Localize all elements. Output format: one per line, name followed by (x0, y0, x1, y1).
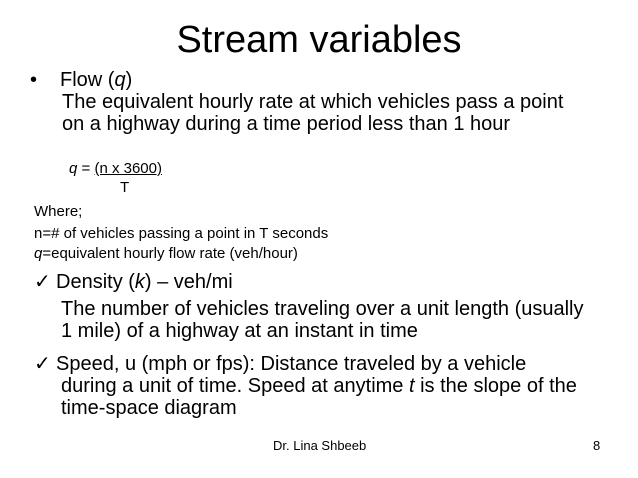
density-bullet-heading (34, 271, 233, 293)
speed-line-2 (61, 375, 577, 397)
density-description-line-2: 1 mile) of a highway at an instant in time (61, 320, 418, 342)
flow-bullet-heading (30, 69, 132, 91)
flow-description-line-1: The equivalent hourly rate at which vehicles pass a point (62, 91, 564, 113)
flow-formula (69, 160, 162, 178)
formula-numerator: (n x 3600) (94, 160, 162, 177)
where-line-2-var: q (34, 245, 43, 262)
slide-title: Stream variables (176, 19, 462, 61)
checkmark-icon: ✓ (34, 271, 51, 293)
speed-line-2-post: is the slope of the (414, 375, 577, 397)
density-label-pre: Density ( (56, 271, 135, 293)
speed-line-2-var: t (408, 375, 415, 397)
flow-label-var: q (114, 69, 126, 91)
where-line-2 (34, 245, 298, 263)
speed-line-1: Speed, u (mph or fps): Distance traveled by a vehicle (56, 353, 527, 375)
bullet-dot: • (30, 69, 38, 91)
density-label-post: ) – veh/mi (144, 271, 233, 293)
where-heading: Where; (34, 203, 83, 220)
checkmark-icon: ✓ (34, 353, 51, 375)
formula-lhs-var: q (69, 160, 78, 177)
flow-label-post: ) (125, 69, 133, 91)
density-label-var: k (134, 271, 145, 293)
density-description-line-1: The number of vehicles traveling over a unit length (usually (61, 298, 584, 320)
flow-label-pre: Flow ( (60, 69, 115, 91)
footer-author: Dr. Lina Shbeeb (273, 438, 367, 453)
flow-description-line-2: on a highway during a time period less than 1 hour (62, 113, 511, 135)
speed-line-2-pre: during a unit of time. Speed at anytime (61, 375, 409, 397)
formula-equals: = (77, 160, 95, 177)
speed-bullet-heading (34, 353, 526, 375)
footer-page-number: 8 (593, 438, 601, 453)
where-line-2-rest: =equivalent hourly flow rate (veh/hour) (42, 245, 298, 262)
speed-line-3: time-space diagram (61, 397, 237, 419)
formula-denominator: T (120, 179, 130, 196)
where-line-1: n=# of vehicles passing a point in T seconds (34, 225, 329, 242)
